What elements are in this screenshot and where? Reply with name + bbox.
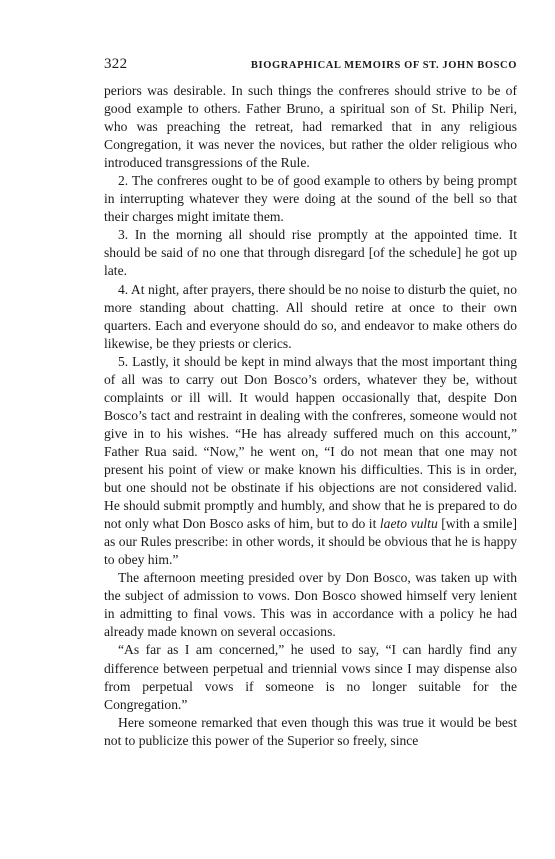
paragraph: periors was desirable. In such things the confreres should strive to be of good example to others. Father Bruno, a spiritual son of St. Philip Neri, who was preaching the retreat, had remarked that in any religious Congregation, it was never the novices, but rather the older religious who introduced transgressions of the Rule. — [104, 83, 517, 171]
paragraph: The afternoon meeting presided over by Don Bosco, was taken up with the subject of admission to vows. Don Bosco showed himself very lenient in admitting to final vows. This was in accordance with a policy he had already made known on several occasions. — [104, 570, 517, 640]
body-text — [104, 82, 517, 750]
paragraph: 3. In the morning all should rise promptly at the appointed time. It should be said of no one that through disregard [of the schedule] he got up late. — [104, 227, 517, 279]
latin-phrase: laeto vultu — [379, 516, 438, 532]
paragraph: 4. At night, after prayers, there should be no noise to disturb the quiet, no more standing about chatting. All should retire at once to their own quarters. Each and everyone should do so, and endeavor to make others do likewise, be they priests or clerics. — [104, 281, 517, 351]
paragraph: “As far as I am concerned,” he used to say, “I can hardly find any difference between perpetual and triennial vows since I may dispense also from perpetual vows if someone is no longer suitable for the Congregation.” — [104, 642, 517, 712]
paragraph — [104, 353, 517, 570]
book-page — [104, 56, 517, 750]
page-header — [104, 56, 517, 78]
paragraph-text: 5. Lastly, it should be kept in mind always that the most important thing of all was to carry out Don Bosco’s orders, whatever they be, without complaints or ill will. It would happen occasionally that, despite Don Bosco’s tact and restraint in dealing with the confreres, someone would not give in to his wishes. “He has already suffered much on this account,” Father Rua said. “Now,” he went on, “I do not mean that one may not present his point of view or make known his difficulties. This is in order, but one should not be obstinate if his objections are not considered valid. He should submit promptly and humbly, and show that he is prepared to do not only what Don Bosco asks of him, but to do it — [104, 353, 517, 532]
running-head: BIOGRAPHICAL MEMOIRS OF ST. JOHN BOSCO — [250, 60, 517, 71]
page-number: 322 — [104, 56, 128, 72]
paragraph: Here someone remarked that even though this was true it would be best not to publicize this power of the Superior so freely, since — [104, 714, 517, 748]
paragraph-text: [with a smile] as our Rules prescribe: in other words, it should be obvious that he is happy to obey him.” — [104, 516, 517, 568]
paragraph: 2. The confreres ought to be of good example to others by being prompt in interrupting whatever they were doing at the sound of the bell so that their charges might imitate them. — [104, 173, 517, 225]
